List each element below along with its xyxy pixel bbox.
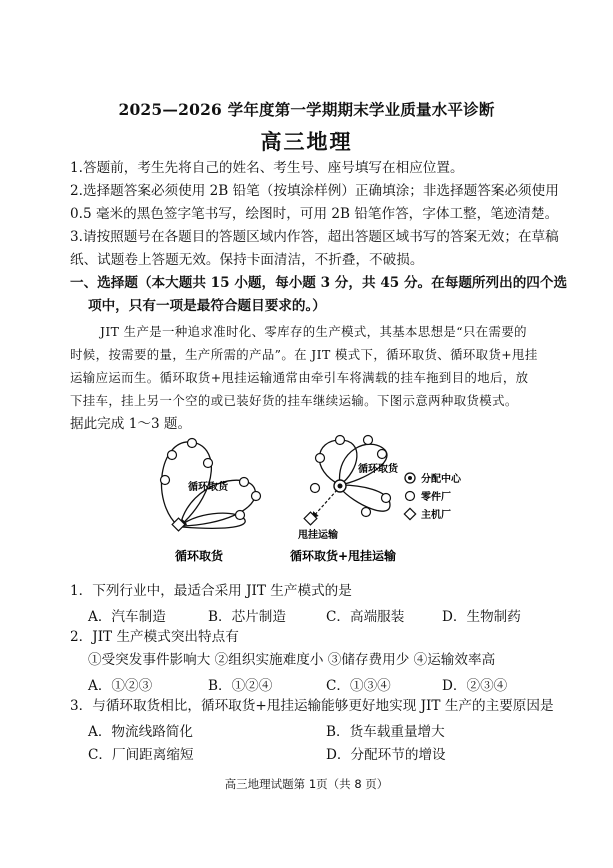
instruction-line: 3.请按照题号在各题目的答题区域内作答，超出答题区域书写的答案无效；在草稿 <box>70 229 559 245</box>
figure-legend <box>404 472 462 521</box>
q3-option-d[interactable]: D．分配环节的增设 <box>326 747 446 763</box>
exam-title: 2025—2026 学年度第一学期期末学业质量水平诊断 <box>118 100 495 119</box>
legend-main-plant: 主机厂 <box>421 510 451 521</box>
q1-option-d[interactable]: D．生物制药 <box>442 609 521 625</box>
right-diagram-sub-label: 甩挂运输 <box>298 530 338 541</box>
logistics-figure <box>140 430 500 570</box>
question-3-stem: 3．与循环取货相比，循环取货+甩挂运输能够更好地实现 JIT 生产的主要原因是 <box>70 698 554 714</box>
q2-option-a[interactable]: A．①②③ <box>88 678 153 694</box>
question-1-stem: 1．下列行业中，最适合采用 JIT 生产模式的是 <box>70 583 352 599</box>
instruction-line: 1.答题前，考生先将自己的姓名、考生号、座号填写在相应位置。 <box>70 160 464 176</box>
q2-option-c[interactable]: C．①③④ <box>326 678 391 694</box>
legend-parts-factory: 零件厂 <box>421 492 451 503</box>
q2-option-b[interactable]: B．①②④ <box>208 678 273 694</box>
q3-option-a[interactable]: A．物流线路简化 <box>88 724 193 740</box>
q2-option-d[interactable]: D．②③④ <box>442 678 508 694</box>
q1-option-b[interactable]: B．芯片制造 <box>208 609 286 625</box>
passage-line: 时候，按需要的量，生产所需的产品”。在 JIT 模式下，循环取货、循环取货+甩挂 <box>70 347 538 362</box>
q3-option-b[interactable]: B．货车载重量增大 <box>326 724 445 740</box>
left-diagram <box>161 439 261 564</box>
section-heading-cont: 项中，只有一项是最符合题目要求的。） <box>88 298 326 314</box>
left-diagram-caption: 循环取货 <box>175 549 224 563</box>
passage-line: JIT 生产是一种追求准时化、零库存的生产模式，其基本思想是“只在需要的 <box>100 324 527 339</box>
exam-subject: 高三地理 <box>260 129 353 154</box>
page-footer: 高三地理试题第 1页（共 8 页） <box>224 777 389 791</box>
passage-line: 运输应运而生。循环取货+甩挂运输通常由牵引车将满载的挂车拖到目的地后，放 <box>70 370 529 385</box>
passage-line: 下挂车，挂上另一个空的或已装好货的挂车继续运输。下图示意两种取货模式。 <box>70 393 518 408</box>
left-diagram-label: 循环取货 <box>188 482 228 493</box>
question-2-stem: 2．JIT 生产模式突出特点有 <box>70 629 239 645</box>
instruction-line: 纸、试题卷上答题无效。保持卡面清洁，不折叠，不破损。 <box>70 252 424 268</box>
question-2-statements: ①受突发事件影响大 ②组织实施难度小 ③储存费用少 ④运输效率高 <box>88 652 496 668</box>
q1-option-a[interactable]: A．汽车制造 <box>88 609 166 625</box>
instruction-line: 0.5 毫米的黑色签字笔书写，绘图时，可用 2B 铅笔作答，字体工整，笔迹清楚。 <box>70 206 559 222</box>
instruction-line: 2.选择题答案必须使用 2B 铅笔（按填涂样例）正确填涂；非选择题答案必须使用 <box>70 183 559 199</box>
right-diagram-caption: 循环取货+甩挂运输 <box>290 549 397 563</box>
q3-option-c[interactable]: C．厂间距离缩短 <box>88 747 194 763</box>
passage-line: 据此完成 1～3 题。 <box>70 416 192 432</box>
right-diagram <box>290 436 399 564</box>
section-heading: 一、选择题（本大题共 15 小题，每小题 3 分，共 45 分。在每题所列出的四个选 <box>70 275 568 291</box>
legend-distribution-center: 分配中心 <box>421 474 461 485</box>
right-diagram-label: 循环取货 <box>358 464 398 475</box>
q1-option-c[interactable]: C．高端服装 <box>326 609 405 625</box>
